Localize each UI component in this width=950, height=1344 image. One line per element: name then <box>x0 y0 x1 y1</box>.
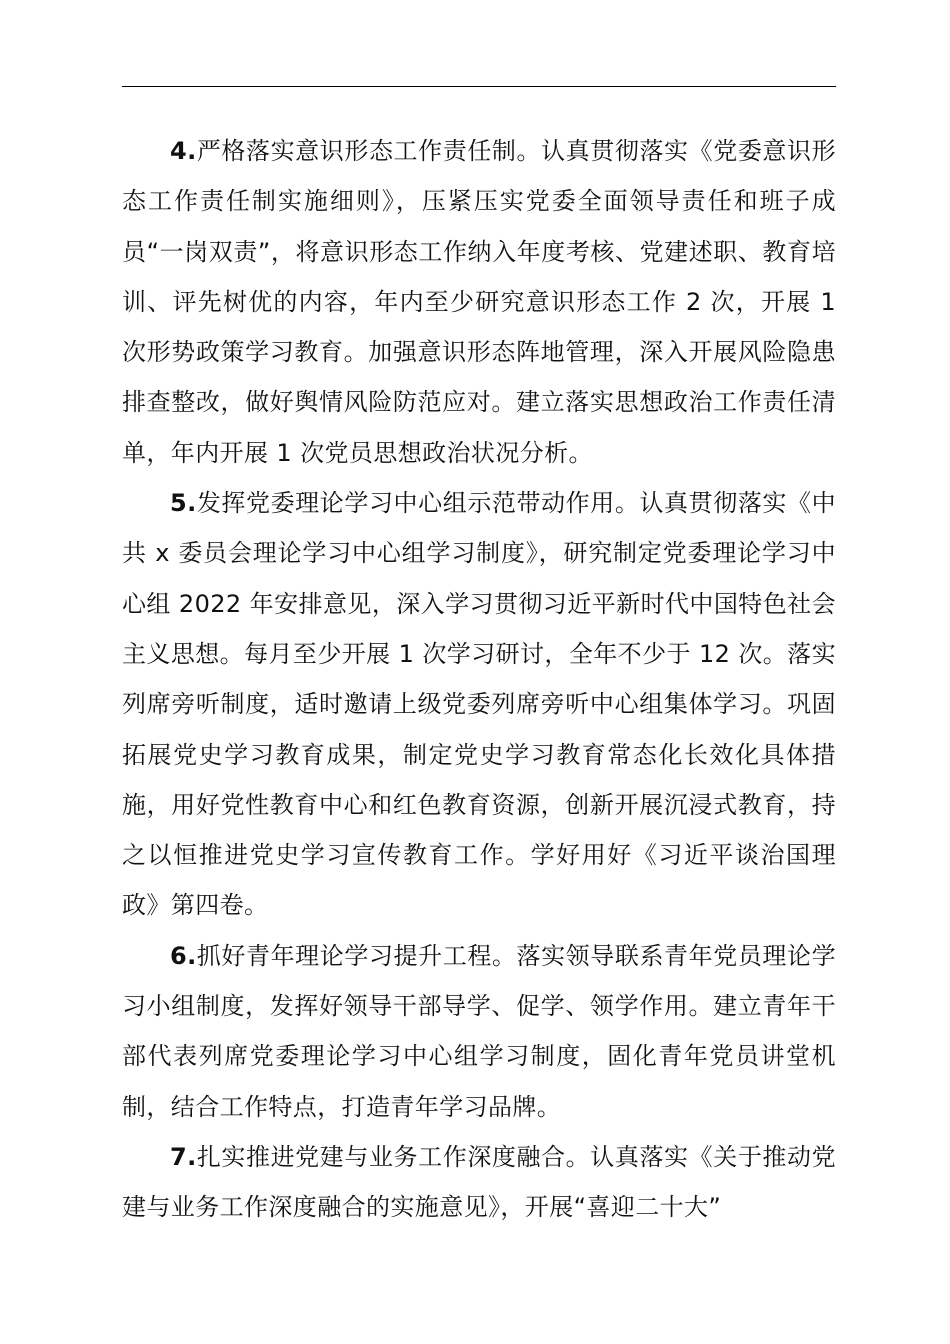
paragraph-4-number: 4. <box>170 137 197 165</box>
paragraph-7-text: 扎实推进党建与业务工作深度融合。认真落实《关于推动党建与业务工作深度融合的实施意见》，开展“喜迎二十大” <box>122 1142 836 1222</box>
paragraph-6-text: 抓好青年理论学习提升工程。落实领导联系青年党员理论学习小组制度，发挥好领导干部导学、促学、领学作用。建立青年干部代表列席党委理论学习中心组学习制度，固化青年党员讲堂机制，结合工作特点，打造青年学习品牌。 <box>122 941 836 1121</box>
paragraph-7 <box>122 1132 836 1233</box>
paragraph-6 <box>122 931 836 1132</box>
paragraph-5 <box>122 478 836 931</box>
paragraph-5-text: 发挥党委理论学习中心组示范带动作用。认真贯彻落实《中共 x 委员会理论学习中心组学习制度》，研究制定党委理论学习中心组 2022 年安排意见，深入学习贯彻习近平新时代中国特色社会主义思想。每月至少开展 1 次学习研讨，全年不少于 12 次。落实列席旁听制度，适时邀请上级党委列席旁听中心组集体学习。巩固拓展党史学习教育成果，制定党史学习教育常态化长效化具体措施，用好党性教育中心和红色教育资源，创新开展沉浸式教育，持之以恒推进党史学习宣传教育工作。学好用好《习近平谈治国理政》第四卷。 <box>122 489 836 920</box>
header-rule <box>122 86 836 87</box>
document-body <box>122 126 836 1233</box>
paragraph-4-text: 严格落实意识形态工作责任制。认真贯彻落实《党委意识形态工作责任制实施细则》，压紧压实党委全面领导责任和班子成员“一岗双责”，将意识形态工作纳入年度考核、党建述职、教育培训、评先树优的内容，年内至少研究意识形态工作 2 次，开展 1 次形势政策学习教育。加强意识形态阵地管理，深入开展风险隐患排查整改，做好舆情风险防范应对。建立落实思想政治工作责任清单，年内开展 1 次党员思想政治状况分析。 <box>122 137 836 467</box>
paragraph-7-number: 7. <box>170 1142 197 1171</box>
paragraph-6-number: 6. <box>170 941 197 970</box>
paragraph-5-number: 5. <box>170 489 197 518</box>
paragraph-4 <box>122 126 836 478</box>
